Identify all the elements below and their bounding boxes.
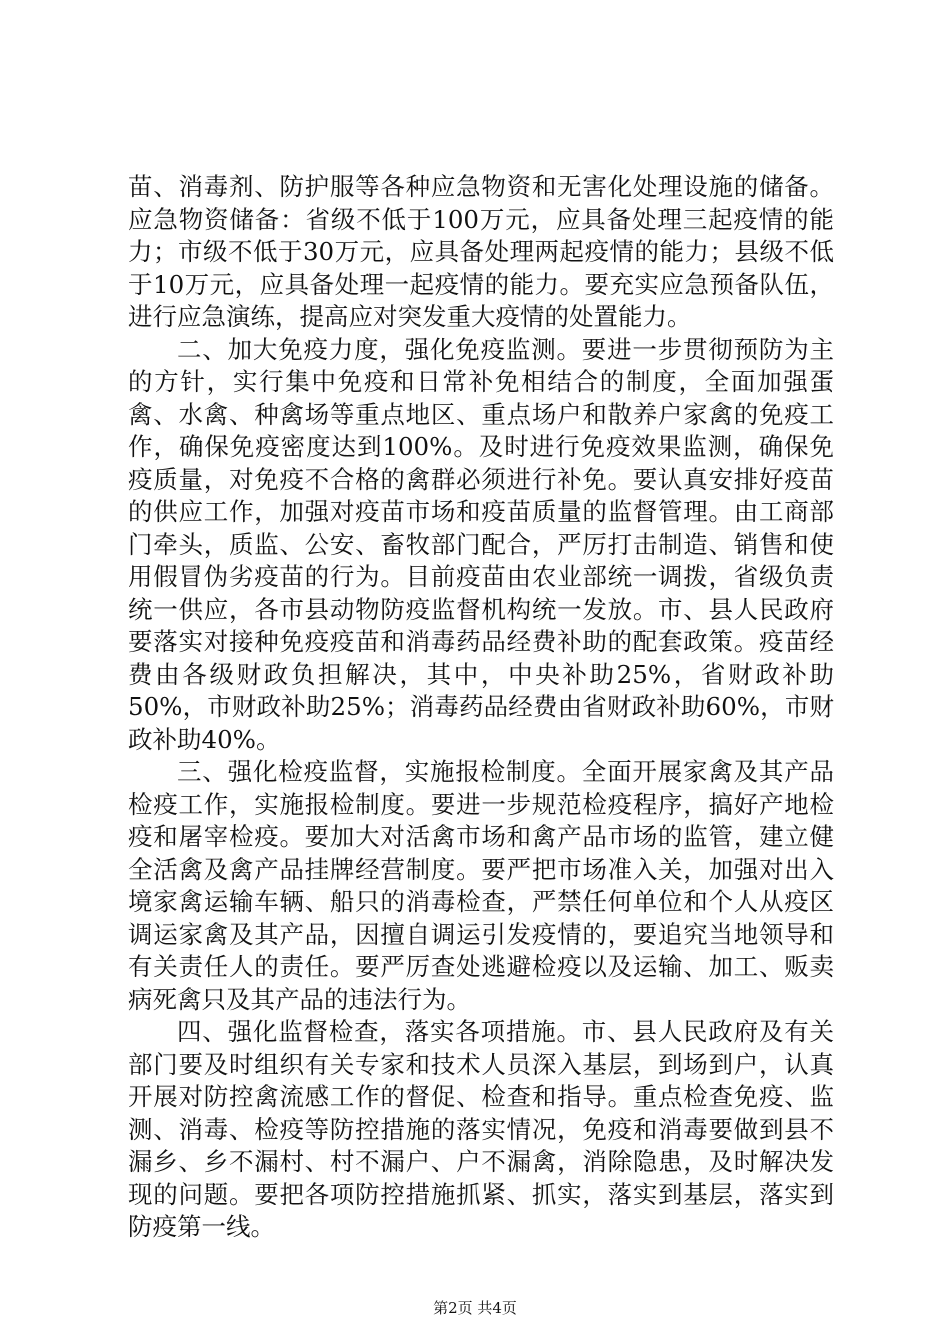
paragraph-section-2: 二、加大免疫力度，强化免疫监测。要进一步贯彻预防为主的方针，实行集中免疫和日常补免相结合的制度，全面加强蛋禽、水禽、种禽场等重点地区、重点场户和散养户家禽的免疫工作，确保免疫密度达到100%。及时进行免疫效果监测，确保免疫质量，对免疫不合格的禽群必须进行补免。要认真安排好疫苗的供应工作，加强对疫苗市场和疫苗质量的监督管理。由工商部门牵头，质监、公安、畜牧部门配合，严厉打击制造、销售和使用假冒伪劣疫苗的行为。目前疫苗由农业部统一调拨，省级负责统一供应，各市县动物防疫监督机构统一发放。市、县人民政府要落实对接种免疫疫苗和消毒药品经费补助的配套政策。疫苗经费由各级财政负担解决，其中，中央补助25%，省财政补助50%，市财政补助25%；消毒药品经费由省财政补助60%，市财政补助40%。 — [128, 334, 834, 754]
paragraph-continuation: 苗、消毒剂、防护服等各种应急物资和无害化处理设施的储备。应急物资储备：省级不低于100万元，应具备处理三起疫情的能力；市级不低于30万元，应具备处理两起疫情的能力；县级不低于10万元，应具备处理一起疫情的能力。要充实应急预备队伍，进行应急演练，提高应对突发重大疫情的处置能力。 — [128, 172, 834, 331]
paragraph-section-3: 三、强化检疫监督，实施报检制度。全面开展家禽及其产品检疫工作，实施报检制度。要进一步规范检疫程序，搞好产地检疫和屠宰检疫。要加大对活禽市场和禽产品市场的监管，建立健全活禽及禽产品挂牌经营制度。要严把市场准入关，加强对出入境家禽运输车辆、船只的消毒检查，严禁任何单位和个人从疫区调运家禽及其产品，因擅自调运引发疫情的，要追究当地领导和有关责任人的责任。要严厉查处逃避检疫以及运输、加工、贩卖病死禽只及其产品的违法行为。 — [128, 757, 834, 1014]
document-body — [128, 171, 834, 1244]
page-footer: 第2页 共4页 — [433, 1299, 517, 1317]
paragraph-section-4: 四、强化监督检查，落实各项措施。市、县人民政府及有关部门要及时组织有关专家和技术人员深入基层，到场到户，认真开展对防控禽流感工作的督促、检查和指导。重点检查免疫、监测、消毒、检疫等防控措施的落实情况，免疫和消毒要做到县不漏乡、乡不漏村、村不漏户、户不漏禽，消除隐患，及时解决发现的问题。要把各项防控措施抓紧、抓实，落实到基层，落实到防疫第一线。 — [128, 1017, 834, 1241]
